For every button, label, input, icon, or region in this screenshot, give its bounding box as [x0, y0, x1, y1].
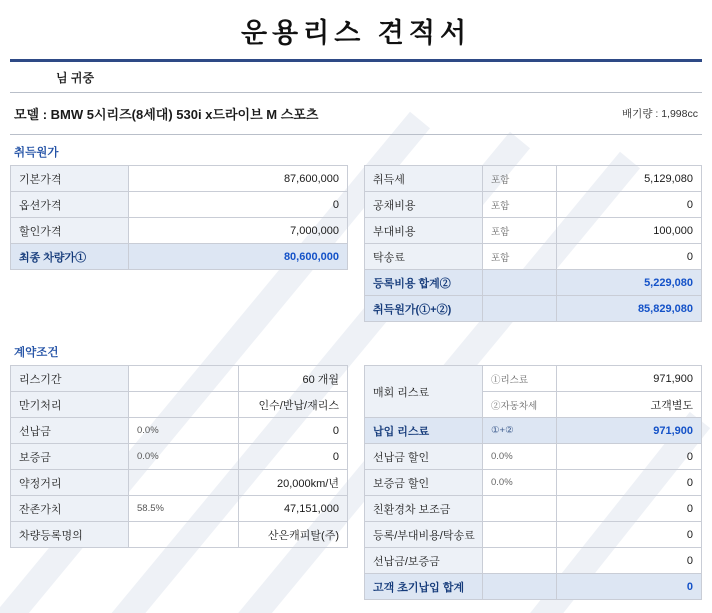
row-note: 0.0% [483, 470, 557, 496]
table-row [365, 522, 702, 548]
contract-left-table [10, 365, 348, 548]
row-label: 잔존가치 [11, 496, 129, 522]
acquisition-right-table [364, 165, 702, 322]
row-note: ②자동차세 [483, 392, 557, 418]
row-label: 고객 초기납입 합계 [365, 574, 483, 600]
row-value: 971,900 [557, 418, 702, 444]
model-row [0, 93, 712, 134]
table-row [365, 218, 702, 244]
table-row [365, 444, 702, 470]
row-label: 취득세 [365, 166, 483, 192]
contract-columns [0, 365, 712, 600]
table-row-total [365, 574, 702, 600]
row-value: 0 [557, 192, 702, 218]
row-value: 7,000,000 [129, 218, 348, 244]
row-note [483, 270, 557, 296]
table-row [365, 548, 702, 574]
row-note [483, 548, 557, 574]
row-value: 인수/반납/재리스 [238, 392, 348, 418]
row-value: 산은캐피탈(주) [238, 522, 348, 548]
row-note [129, 392, 239, 418]
monthly-fee-group-label: 매회 리스료 [365, 366, 483, 418]
row-label: 선납금 할인 [365, 444, 483, 470]
model-label: 모델 : BMW 5시리즈(8세대) 530i x드라이브 M 스포츠 [14, 107, 319, 122]
contract-right-column [364, 365, 702, 600]
row-label: 선납금/보증금 [365, 548, 483, 574]
contract-left-column [10, 365, 348, 600]
row-value: 0 [238, 418, 348, 444]
row-value: 0 [557, 522, 702, 548]
table-row [365, 192, 702, 218]
row-label: 기본가격 [11, 166, 129, 192]
row-label: 등록비용 합계② [365, 270, 483, 296]
row-note: 0.0% [129, 418, 239, 444]
acquisition-left-column [10, 165, 348, 322]
row-label: 납입 리스료 [365, 418, 483, 444]
row-note: 포함 [483, 192, 557, 218]
recipient-name: 님 귀중 [56, 70, 95, 85]
row-label: 할인가격 [11, 218, 129, 244]
acquisition-left-table [10, 165, 348, 270]
row-note [129, 366, 239, 392]
row-value: 고객별도 [557, 392, 702, 418]
page-title: 운용리스 견적서 [240, 18, 472, 48]
section-title-acquisition: 취득원가 [14, 147, 59, 159]
row-value: 85,829,080 [557, 296, 702, 322]
row-value: 87,600,000 [129, 166, 348, 192]
row-note [483, 296, 557, 322]
row-value: 0 [238, 444, 348, 470]
row-label: 취득원가(①+②) [365, 296, 483, 322]
row-value: 20,000km/년 [238, 470, 348, 496]
row-note [483, 496, 557, 522]
row-note [129, 470, 239, 496]
row-value: 0 [557, 574, 702, 600]
row-value: 5,129,080 [557, 166, 702, 192]
table-row-total [11, 244, 348, 270]
row-note: 포함 [483, 166, 557, 192]
row-value: 971,900 [557, 366, 702, 392]
row-note: 포함 [483, 218, 557, 244]
row-label: 최종 차량가① [11, 244, 129, 270]
row-value: 80,600,000 [129, 244, 348, 270]
row-note [483, 574, 557, 600]
table-row [365, 244, 702, 270]
table-row-total [365, 270, 702, 296]
row-label: 옵션가격 [11, 192, 129, 218]
row-label: 차량등록명의 [11, 522, 129, 548]
row-value: 0 [129, 192, 348, 218]
table-row [11, 366, 348, 392]
table-row-total [365, 418, 702, 444]
table-row [11, 496, 348, 522]
displacement-label: 배기량 : 1,998cc [622, 108, 698, 120]
table-row [11, 192, 348, 218]
row-note: 58.5% [129, 496, 239, 522]
table-row-total [365, 296, 702, 322]
table-row [11, 392, 348, 418]
table-row [11, 166, 348, 192]
row-value: 0 [557, 496, 702, 522]
row-label: 탁송료 [365, 244, 483, 270]
table-row [11, 418, 348, 444]
row-label: 등록/부대비용/탁송료 [365, 522, 483, 548]
row-label: 리스기간 [11, 366, 129, 392]
table-row [11, 522, 348, 548]
row-value: 47,151,000 [238, 496, 348, 522]
row-note: 0.0% [129, 444, 239, 470]
row-label: 약정거리 [11, 470, 129, 496]
table-row [365, 166, 702, 192]
acquisition-right-column [364, 165, 702, 322]
row-label: 보증금 할인 [365, 470, 483, 496]
row-note: 0.0% [483, 444, 557, 470]
row-note [483, 522, 557, 548]
row-note: ①+② [483, 418, 557, 444]
row-label: 공채비용 [365, 192, 483, 218]
row-label: 선납금 [11, 418, 129, 444]
contract-right-table [364, 365, 702, 600]
row-value: 100,000 [557, 218, 702, 244]
row-note [129, 522, 239, 548]
row-note: 포함 [483, 244, 557, 270]
table-row [365, 470, 702, 496]
table-row [11, 218, 348, 244]
recipient-row [0, 62, 712, 92]
row-value: 0 [557, 244, 702, 270]
row-value: 0 [557, 444, 702, 470]
row-label: 부대비용 [365, 218, 483, 244]
table-row [11, 470, 348, 496]
table-row [365, 366, 702, 392]
row-value: 0 [557, 548, 702, 574]
row-label: 친환경차 보조금 [365, 496, 483, 522]
row-label: 보증금 [11, 444, 129, 470]
table-row [11, 444, 348, 470]
section-title-contract: 계약조건 [14, 347, 59, 359]
row-note: ①리스료 [483, 366, 557, 392]
table-row [365, 496, 702, 522]
acquisition-columns [0, 165, 712, 322]
row-value: 5,229,080 [557, 270, 702, 296]
model-divider [10, 134, 702, 135]
row-label: 만기처리 [11, 392, 129, 418]
row-value: 0 [557, 470, 702, 496]
row-value: 60 개월 [238, 366, 348, 392]
